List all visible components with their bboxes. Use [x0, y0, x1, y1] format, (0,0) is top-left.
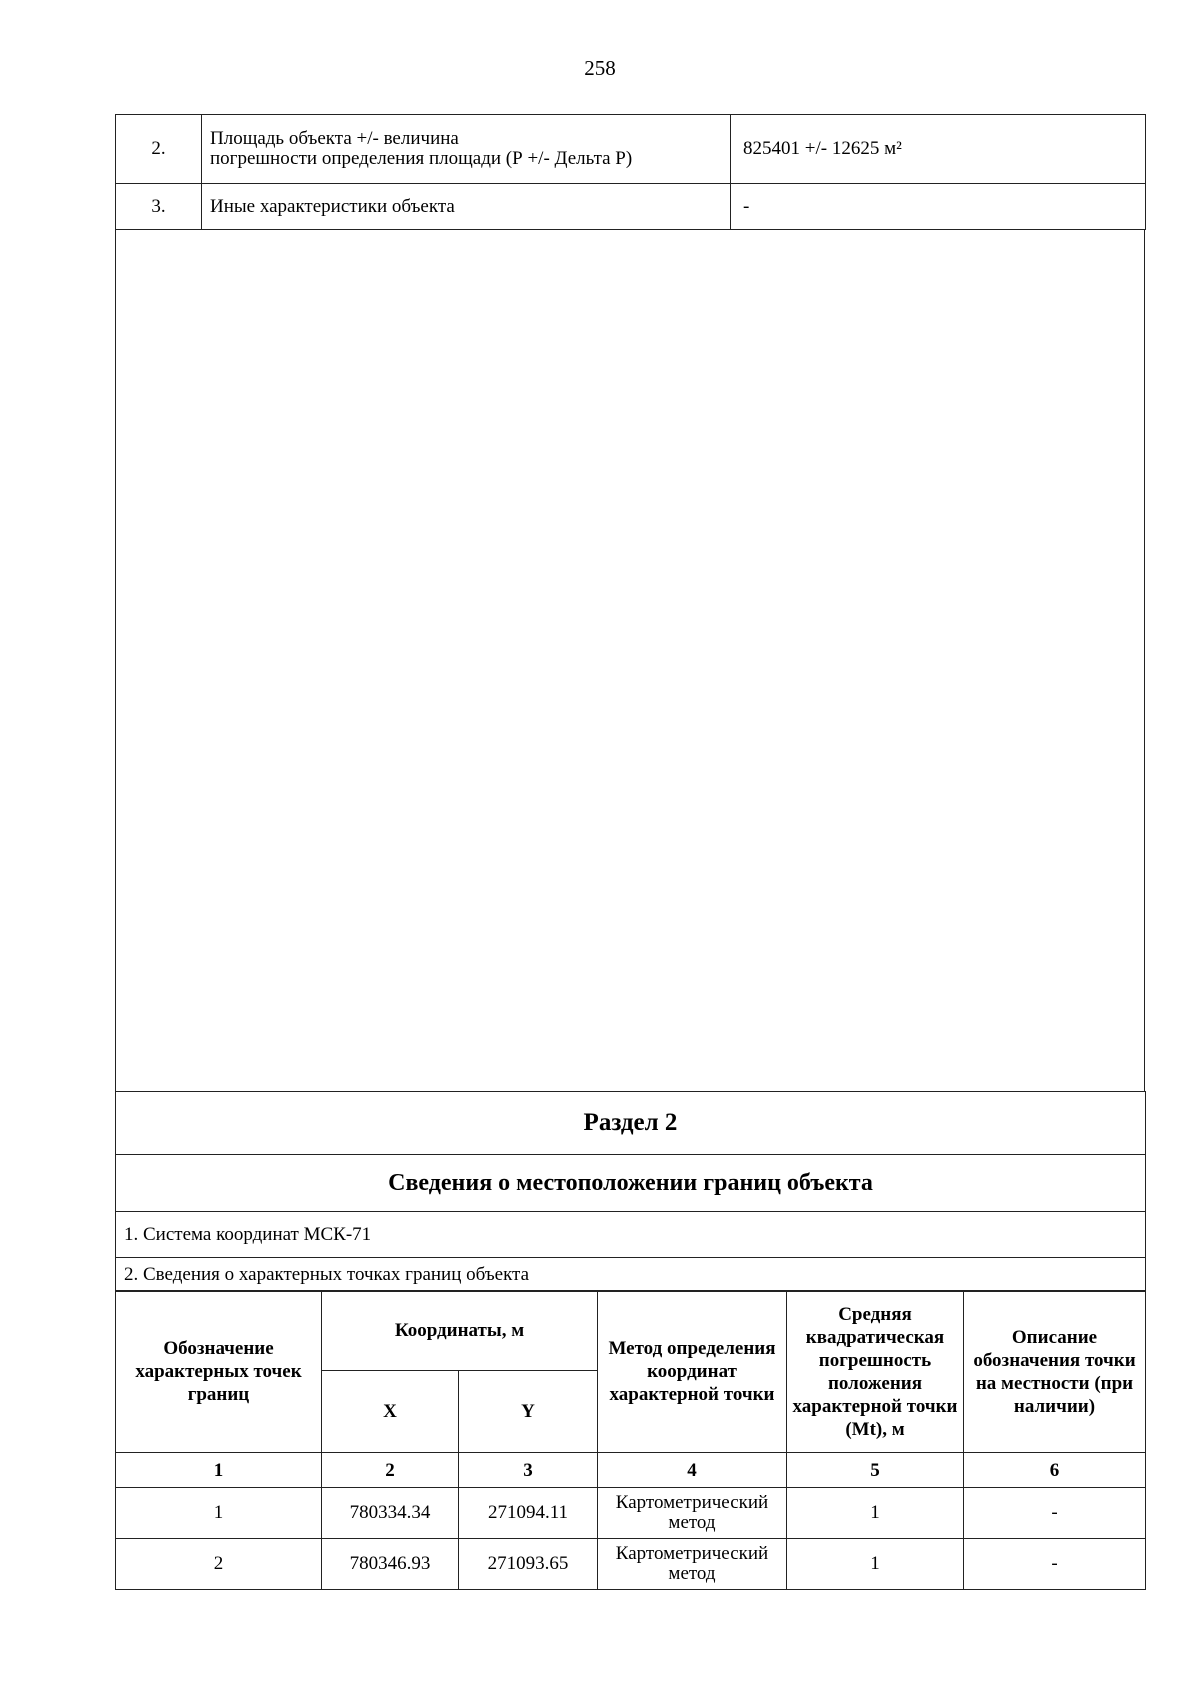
method-text: Картометрический: [615, 1543, 769, 1564]
characteristic-value: -: [731, 184, 1146, 230]
header-x: X: [322, 1371, 459, 1453]
error-value: 1: [787, 1488, 964, 1539]
column-number: 2: [322, 1453, 459, 1488]
method-cell: [598, 1488, 787, 1539]
column-numbers-row: [116, 1453, 1146, 1488]
map-frame: [115, 229, 1145, 1091]
header-row: [116, 1291, 1146, 1371]
error-value: 1: [787, 1539, 964, 1590]
coord-system-row: [116, 1212, 1146, 1258]
characteristic-name: Иные характеристики объекта: [202, 184, 731, 230]
points-caption: 2. Сведения о характерных точках границ объекта: [116, 1258, 1146, 1292]
section-title: Раздел 2: [116, 1092, 1146, 1155]
points-table: [115, 1290, 1146, 1590]
characteristics-table: [115, 114, 1146, 230]
coord-system: 1. Система координат МСК-71: [116, 1212, 1146, 1258]
section-title-row: [116, 1092, 1146, 1155]
coordinate-y: 271093.65: [459, 1539, 598, 1590]
column-number: 5: [787, 1453, 964, 1488]
header-y: Y: [459, 1371, 598, 1453]
section-subtitle: Сведения о местоположении границ объекта: [116, 1155, 1146, 1212]
point-number: 2: [116, 1539, 322, 1590]
header-description: Описание обозначения точки на местности (при наличии): [964, 1291, 1146, 1453]
method-text: Картометрический: [615, 1492, 769, 1513]
coordinate-y: 271094.11: [459, 1488, 598, 1539]
characteristic-value: 825401 +/- 12625 м²: [731, 115, 1146, 184]
points-caption-row: [116, 1258, 1146, 1292]
method-cell: [598, 1539, 787, 1590]
point-description: -: [964, 1488, 1146, 1539]
table-row: [116, 184, 1146, 230]
header-point-designation: Обозначение характерных точек границ: [116, 1291, 322, 1453]
table-row: [116, 1488, 1146, 1539]
header-coordinates: Координаты, м: [322, 1291, 598, 1371]
row-number: 3.: [116, 184, 202, 230]
table-row: [116, 1539, 1146, 1590]
column-number: 3: [459, 1453, 598, 1488]
characteristic-name-line: погрешности определения площади (Р +/- Дельта Р): [210, 148, 633, 169]
method-text: метод: [668, 1512, 716, 1533]
header-method: Метод определения координат характерной точки: [598, 1291, 787, 1453]
column-number: 6: [964, 1453, 1146, 1488]
coordinate-x: 780346.93: [322, 1539, 459, 1590]
point-description: -: [964, 1539, 1146, 1590]
characteristic-name-line: Площадь объекта +/- величина: [210, 128, 459, 149]
row-number: 2.: [116, 115, 202, 184]
characteristic-name: [202, 115, 731, 184]
column-number: 1: [116, 1453, 322, 1488]
coordinate-x: 780334.34: [322, 1488, 459, 1539]
header-error: Средняя квадратическая погрешность положения характерной точки (Mt), м: [787, 1291, 964, 1453]
section-subtitle-row: [116, 1155, 1146, 1212]
method-text: метод: [668, 1563, 716, 1584]
table-row: [116, 115, 1146, 184]
column-number: 4: [598, 1453, 787, 1488]
page-number: 258: [584, 56, 616, 80]
point-number: 1: [116, 1488, 322, 1539]
section-table: [115, 1091, 1146, 1292]
